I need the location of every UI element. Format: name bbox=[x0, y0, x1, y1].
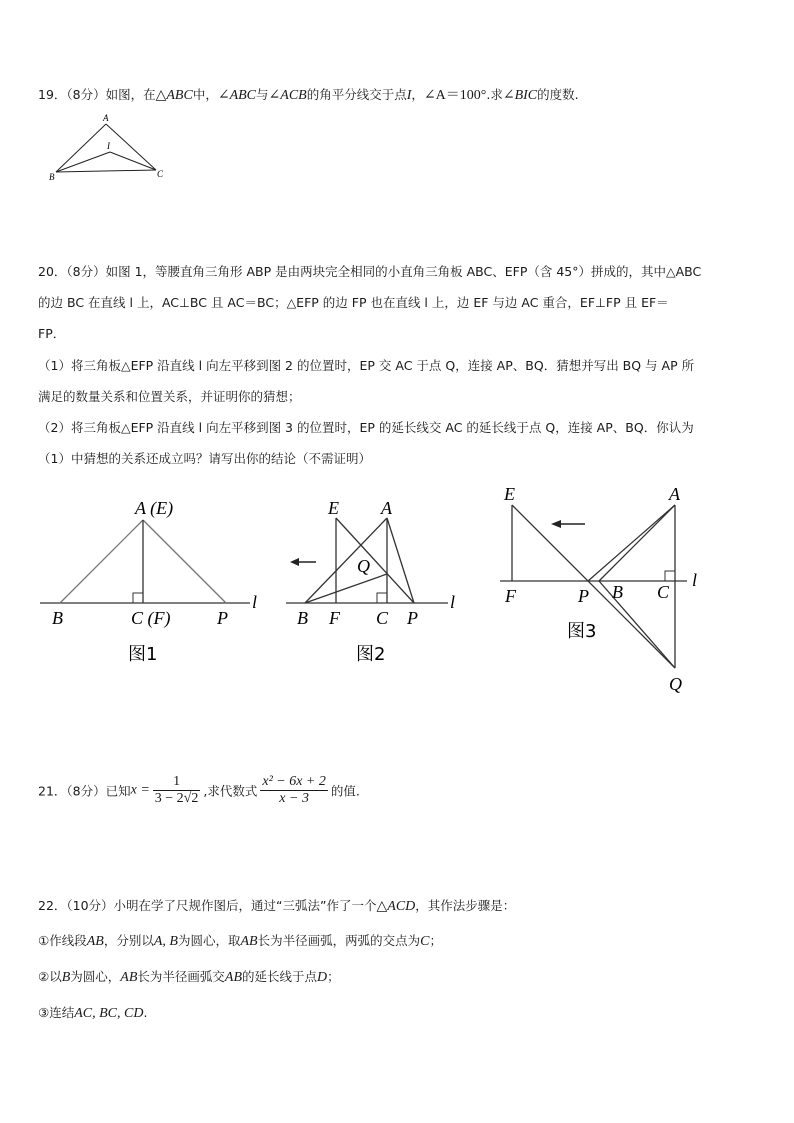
label-b: B bbox=[297, 608, 308, 628]
label-l: l bbox=[450, 592, 456, 612]
q20-figure-3 bbox=[495, 478, 720, 696]
label-e: E bbox=[328, 498, 339, 518]
label-a: A bbox=[669, 484, 680, 504]
q20-line-4: （1）将三角板△EFP 沿直线 l 向左平移到图 2 的位置时，EP 交 AC 于点 Q，连接 AP、BQ．猜想并写出 BQ 与 AP 所 bbox=[38, 358, 695, 373]
label-i: I bbox=[107, 141, 110, 151]
right-angle-mark bbox=[133, 593, 143, 603]
q20-figure-2 bbox=[280, 490, 480, 675]
label-p: P bbox=[578, 586, 589, 606]
side-ac bbox=[106, 124, 156, 170]
q21-text: 21．（8分）已知x = $\frac{1}{3 - 2√2}$ ,求代数式 $\frac{\text{x² − 6x + 2}}{x - 3}$ 的值. bbox=[38, 774, 360, 806]
side-ab bbox=[60, 520, 143, 603]
q20-line-2: 的边 BC 在直线 l 上，AC⊥BC 且 AC＝BC；△EFP 的边 FP 也在直线 l 上，边 EF 与边 AC 重合，EF⊥FP 且 EF＝ bbox=[38, 295, 669, 310]
q22-step-1: ①作线段AB，分别以A, B为圆心，取AB长为半径画弧，两弧的交点为C； bbox=[38, 933, 442, 949]
label-b: B bbox=[52, 608, 63, 628]
left-arrow-icon bbox=[551, 520, 561, 528]
right-angle-mark bbox=[665, 571, 675, 581]
caption-fig3: 图3 bbox=[567, 621, 597, 642]
side-bc bbox=[56, 170, 156, 172]
caption-fig1: 图1 bbox=[128, 644, 158, 665]
q22-intro: 22．（10分）小明在学了尺规作图后，通过“三弧法”作了一个△ACD，其作法步骤是： bbox=[38, 898, 516, 914]
q20-line-1: 20．（8分）如图 1，等腰直角三角形 ABP 是由两块完全相同的小直角三角板 ABC、EFP（含 45°）拼成的，其中△ABC bbox=[38, 264, 702, 279]
q19-triangle-figure bbox=[40, 110, 180, 185]
q22-step-2: ②以B为圆心，AB长为半径画弧交AB的延长线于点D； bbox=[38, 969, 340, 985]
q20-line-3: FP． bbox=[38, 326, 66, 341]
label-c: C bbox=[376, 608, 389, 628]
label-l: l bbox=[692, 570, 698, 590]
label-b: B bbox=[49, 172, 55, 182]
label-cf: C (F) bbox=[131, 608, 171, 628]
label-e: E bbox=[504, 484, 515, 504]
fraction-expression: $\frac{\text{x² − 6x + 2}}{x - 3}$ bbox=[262, 774, 326, 806]
label-b: B bbox=[612, 582, 623, 602]
right-angle-mark bbox=[377, 593, 387, 603]
label-a: A bbox=[381, 498, 392, 518]
q22-step-3: ③连结AC, BC, CD. bbox=[38, 1005, 148, 1021]
side-ab bbox=[56, 124, 106, 172]
side-ab bbox=[599, 505, 675, 581]
label-a: A bbox=[103, 113, 109, 123]
q20-line-7: （1）中猜想的关系还成立吗？请写出你的结论（不需证明） bbox=[38, 451, 371, 466]
bisector-ci bbox=[110, 152, 156, 170]
side-ap bbox=[143, 520, 226, 603]
bisector-bi bbox=[56, 152, 110, 172]
caption-fig2: 图2 bbox=[356, 644, 386, 665]
q20-line-6: （2）将三角板△EFP 沿直线 l 向左平移到图 3 的位置时，EP 的延长线交 AC 的延长线于点 Q，连接 AP、BQ．你认为 bbox=[38, 420, 694, 435]
label-q: Q bbox=[357, 556, 370, 576]
q19-text: 19．（8分）如图，在△ABC中，∠ABC与∠ACB的角平分线交于点I，∠A＝100°.求∠BIC的度数. bbox=[38, 87, 579, 103]
segment-bq bbox=[305, 574, 387, 603]
left-arrow-icon bbox=[290, 558, 299, 566]
segment-ap bbox=[588, 505, 675, 581]
label-q: Q bbox=[669, 674, 682, 694]
label-c: C bbox=[157, 169, 164, 179]
segment-ap bbox=[387, 518, 414, 603]
label-p: P bbox=[407, 608, 418, 628]
label-f: F bbox=[329, 608, 340, 628]
label-p: P bbox=[217, 608, 228, 628]
label-l: l bbox=[252, 592, 258, 612]
label-f: F bbox=[505, 586, 516, 606]
q20-figure-1 bbox=[30, 490, 275, 675]
q20-line-5: 满足的数量关系和位置关系，并证明你的猜想； bbox=[38, 389, 301, 404]
fraction-x: $\frac{1}{3 - 2√2}$ bbox=[154, 774, 199, 806]
label-c: C bbox=[657, 582, 670, 602]
label-ae: A (E) bbox=[135, 498, 174, 518]
